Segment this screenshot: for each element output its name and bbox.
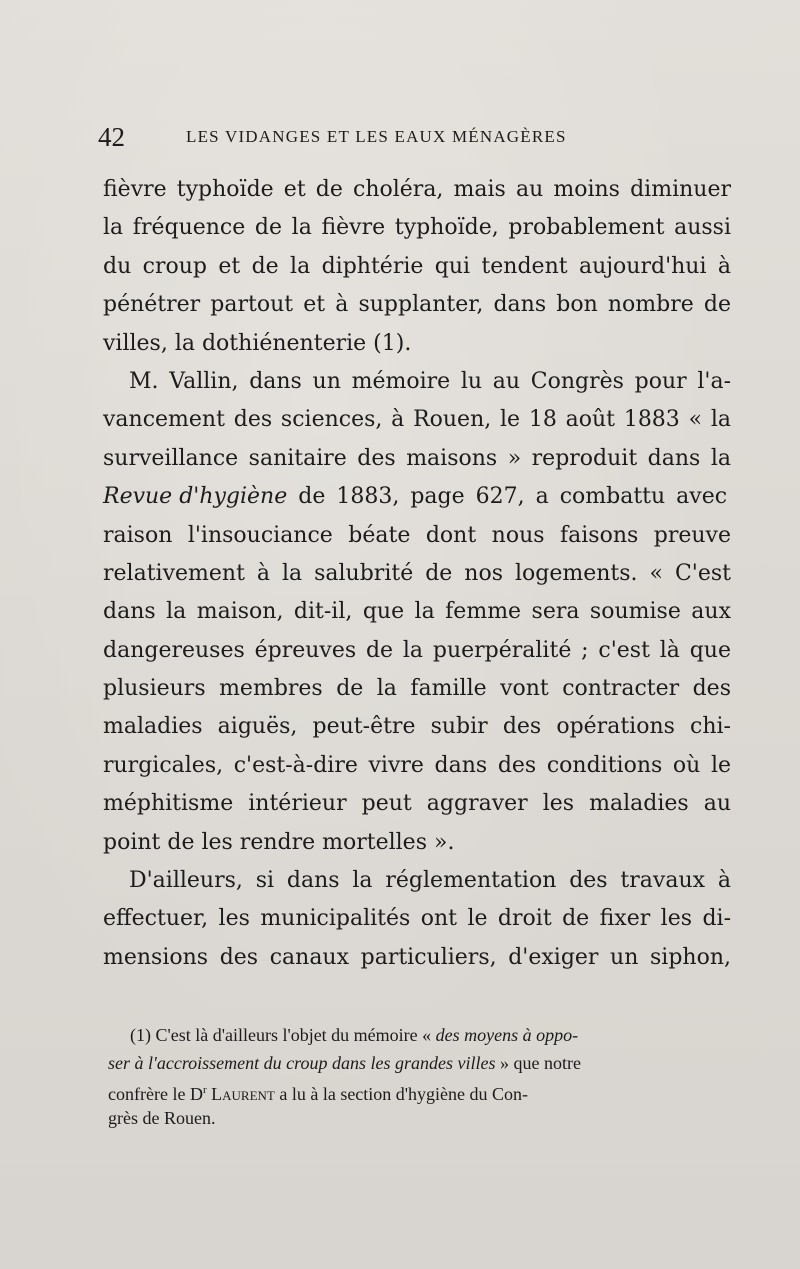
text-line: maladies aiguës, peut-être subir des opérations chi- — [103, 714, 731, 740]
text-line: fièvre typhoïde et de choléra, mais au moins diminuer — [103, 177, 731, 202]
text-fragment: de 1883, page 627, a combattu avec — [287, 484, 728, 510]
footnote-italic: ser à l'accroissement du croup dans les grandes villes — [108, 1052, 496, 1073]
text-line: point de les rendre mortelles ». — [103, 829, 455, 855]
journal-title: Revue d'hygiène — [103, 484, 288, 510]
footnote-italic: des moyens à oppo- — [435, 1025, 579, 1045]
footnote — [108, 1022, 732, 1132]
text-line: dans la maison, dit-il, que la femme sera soumise aux — [103, 599, 731, 625]
footnote-line — [108, 1077, 732, 1105]
text-line: plusieurs membres de la famille vont contracter des — [103, 676, 731, 702]
text-line: pénétrer partout et à supplanter, dans bon nombre de — [103, 292, 731, 318]
text-line: vancement des sciences, à Rouen, le 18 août 1883 « la — [103, 407, 731, 433]
footnote-fragment: confrère le D — [108, 1084, 203, 1104]
footnote-line — [108, 1050, 732, 1078]
text-line-revue — [103, 478, 731, 516]
footnote-fragment: » que notre — [495, 1052, 581, 1073]
text-line: relativement à la salubrité de nos logements. « C'est — [103, 560, 731, 586]
text-line: du croup et de la diphtérie qui tendent aujourd'hui à — [103, 253, 731, 279]
footnote-fragment: a lu à la section d'hygiène du Con- — [274, 1084, 529, 1104]
text-line: villes, la dothiénenterie (1). — [103, 330, 412, 356]
page-header — [98, 122, 738, 156]
text-line: M. Vallin, dans un mémoire lu au Congrès pour l'a- — [129, 368, 731, 394]
text-line: rurgicales, c'est-à-dire vivre dans des conditions où le — [103, 752, 731, 778]
footnote-line — [108, 1022, 732, 1050]
text-line: mensions des canaux particuliers, d'exiger un siphon, — [103, 944, 731, 970]
text-line: surveillance sanitaire des maisons » reproduit dans la — [103, 445, 731, 471]
footnote-line: grès de Rouen. — [108, 1107, 216, 1128]
text-line: D'ailleurs, si dans la réglementation des travaux à — [129, 868, 731, 894]
text-line: méphitisme intérieur peut aggraver les maladies au — [103, 791, 731, 817]
footnote-fragment: (1) C'est là d'ailleurs l'objet du mémoire « — [130, 1025, 436, 1045]
running-head: LES VIDANGES ET LES EAUX MÉNAGÈRES — [186, 127, 567, 146]
body-text — [103, 171, 731, 977]
text-line: raison l'insouciance béate dont nous faisons preuve — [103, 522, 731, 548]
page-number: 42 — [98, 122, 125, 152]
author-name: Laurent — [206, 1084, 275, 1104]
text-line: la fréquence de la fièvre typhoïde, probablement aussi — [103, 215, 731, 241]
footnote-superscript: r — [202, 1084, 207, 1096]
text-line: dangereuses épreuves de la puerpéralité ; c'est là que — [103, 637, 731, 663]
text-line: effectuer, les municipalités ont le droit de fixer les di- — [103, 906, 731, 932]
